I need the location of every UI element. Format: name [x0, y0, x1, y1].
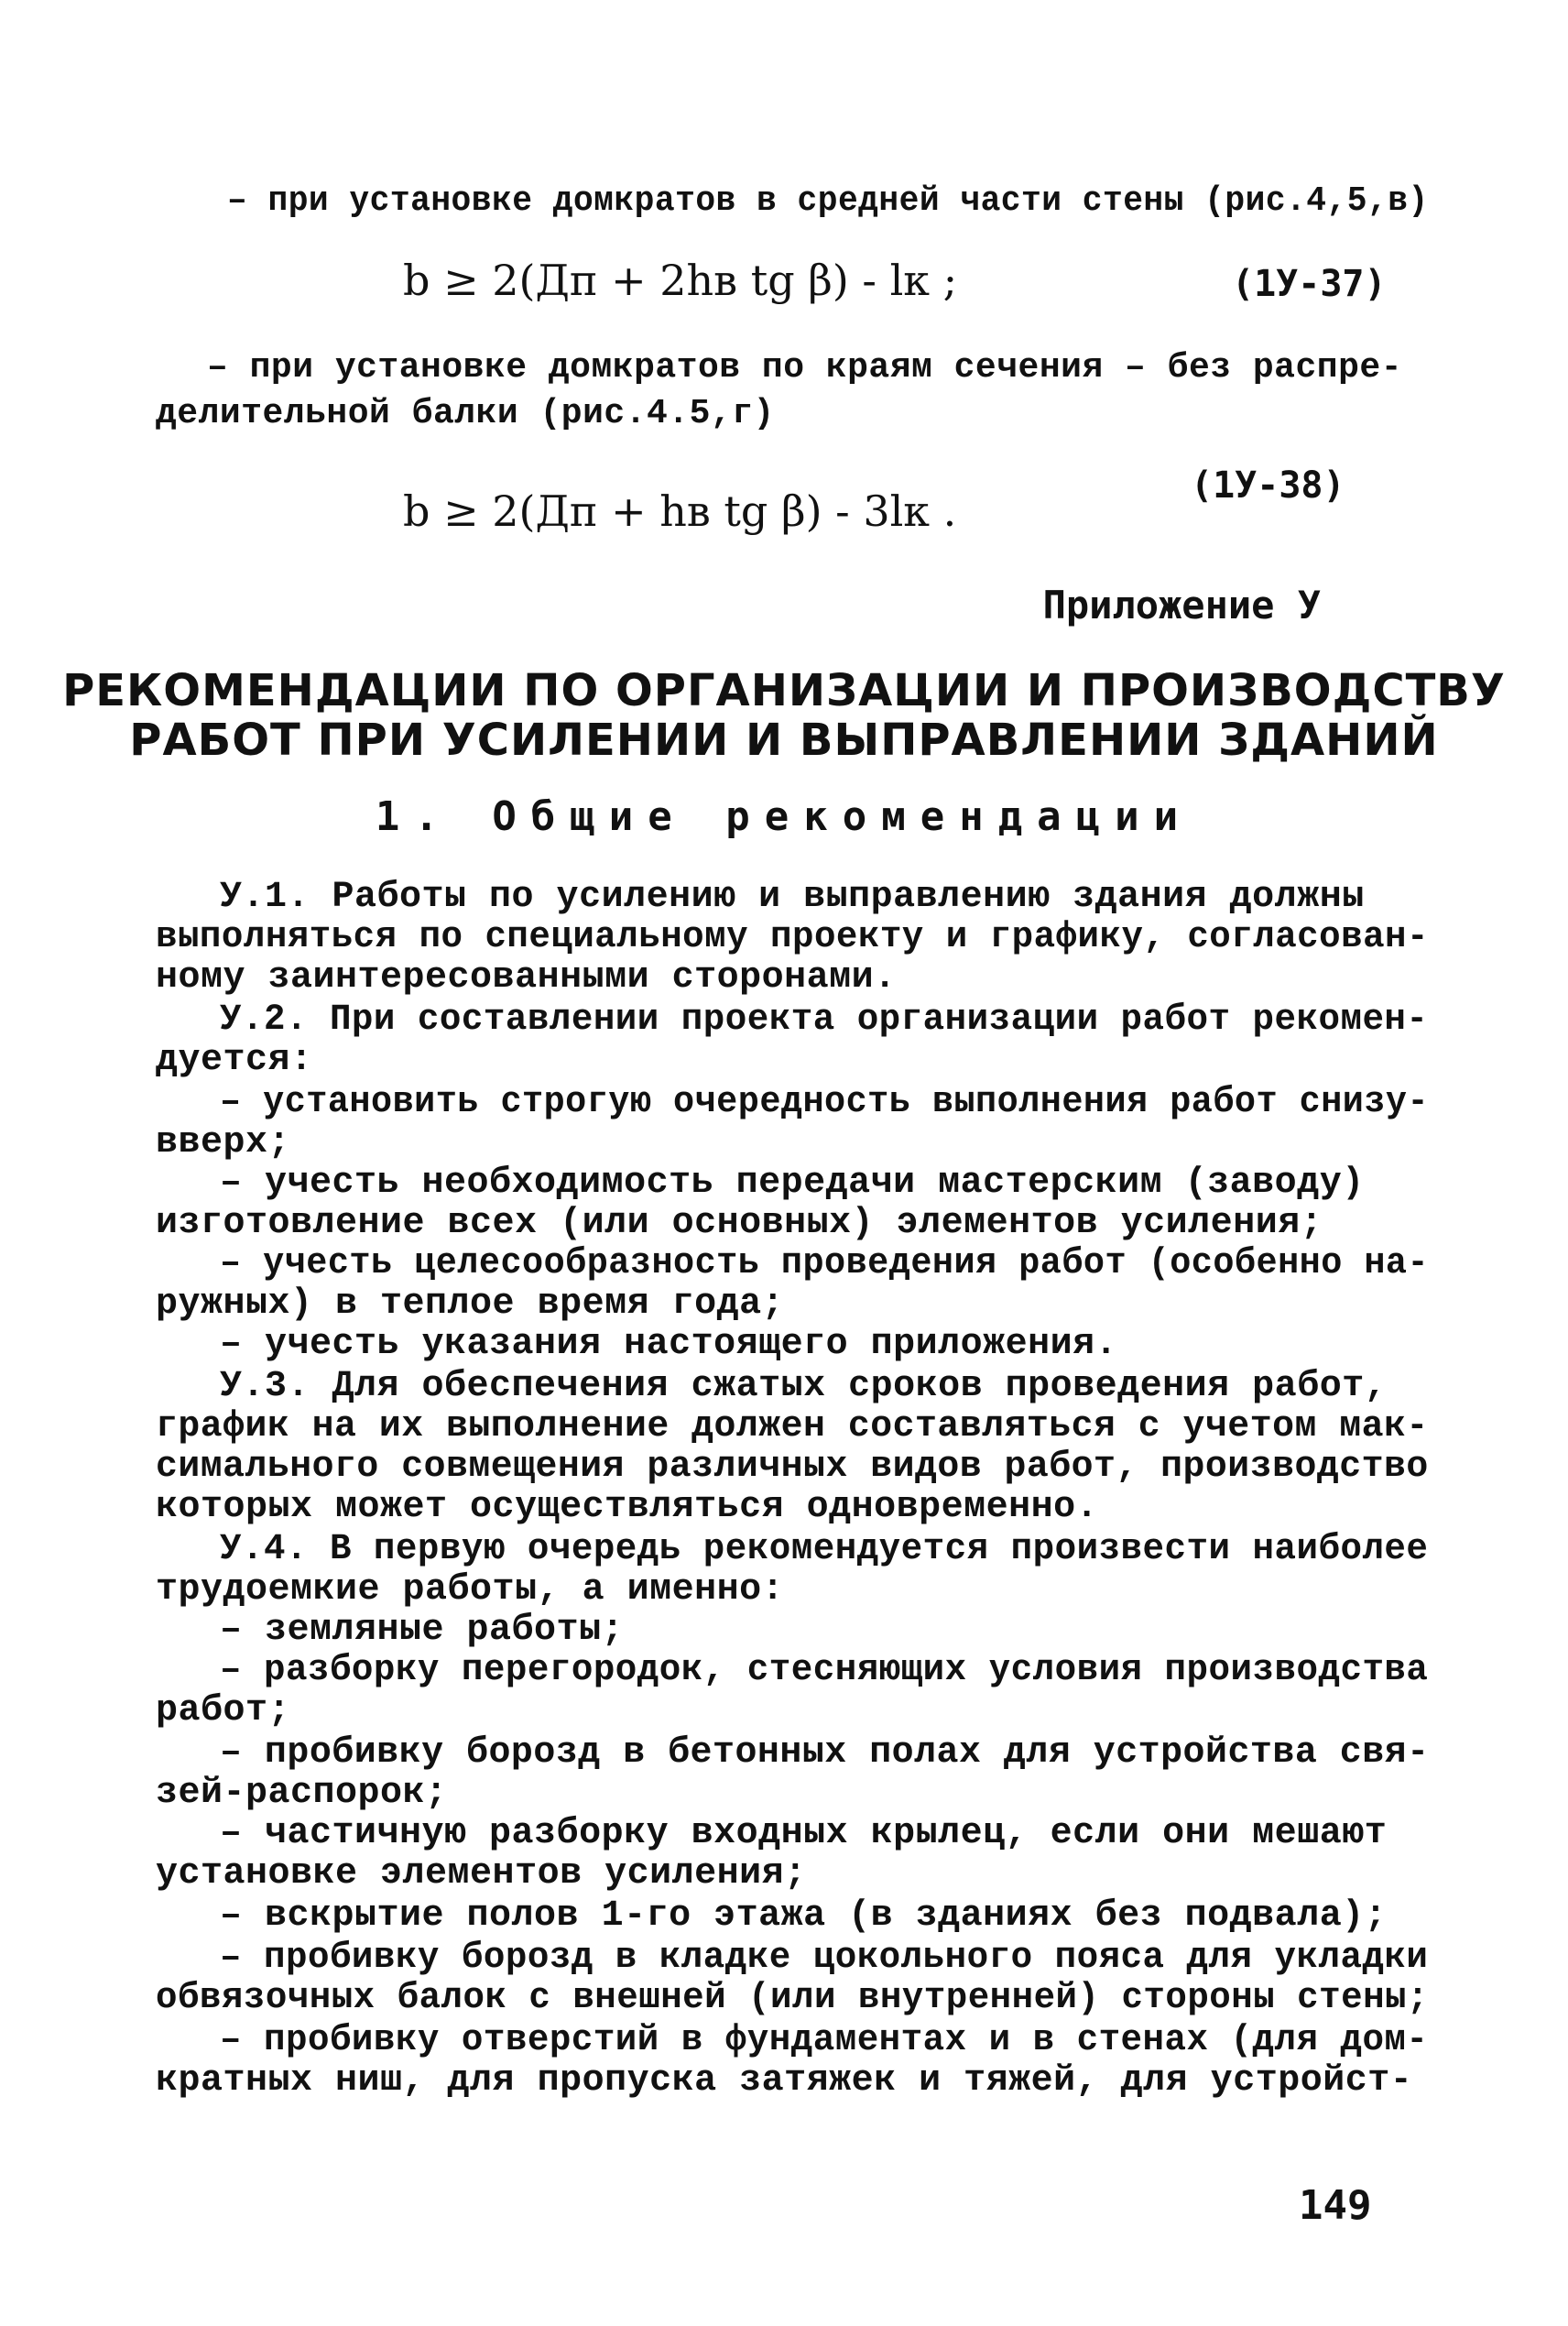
body-line: работ; — [156, 1690, 291, 1731]
body-line: – земляные работы; — [220, 1610, 625, 1651]
body-line: У.4. В первую очередь рекомендуется произвести наиболее — [220, 1529, 1429, 1570]
body-line: – частичную разборку входных крылец, если они мешают — [220, 1813, 1388, 1854]
equation-number-1: (1У-37) — [1232, 263, 1387, 305]
heading-line-1: РЕКОМЕНДАЦИИ ПО ОРГАНИЗАЦИИ И ПРОИЗВОДСТВУ — [62, 665, 1506, 716]
body-line: У.2. При составлении проекта организации работ рекомен- — [220, 999, 1429, 1041]
formula-2: b ≥ 2(Дп + hв tg β) - 3lк . — [403, 486, 957, 536]
body-line: обвязочных балок с внешней (или внутренней) стороны стены; — [156, 1978, 1429, 2019]
body-line: У.1. Работы по усилению и выправлению здания должны — [220, 877, 1365, 918]
body-line: – пробивку отверстий в фундаментах и в стенах (для дом- — [220, 2020, 1429, 2061]
body-line: выполняться по специальному проекту и графику, согласован- — [156, 917, 1429, 958]
body-line: – разборку перегородок, стесняющих условия производства — [220, 1650, 1429, 1691]
body-line: У.3. Для обеспечения сжатых сроков проведения работ, — [220, 1366, 1388, 1407]
body-line: установке элементов усиления; — [156, 1853, 807, 1895]
body-line: изготовление всех (или основных) элементов усиления; — [156, 1203, 1323, 1244]
body-line: – учесть необходимость передачи мастерским (заводу) — [220, 1163, 1365, 1204]
body-line: ружных) в теплое время года; — [156, 1283, 785, 1325]
appendix-label: Приложение У — [1042, 583, 1321, 628]
body-line: кратных ниш, для пропуска затяжек и тяжей, для устройст- — [156, 2060, 1413, 2102]
body-line: – установить строгую очередность выполнения работ снизу- — [220, 1082, 1430, 1123]
body-line: вверх; — [156, 1122, 291, 1163]
body-line: которых может осуществляться одновременно. — [156, 1487, 1099, 1528]
equation-number-2: (1У-38) — [1191, 464, 1345, 507]
section-subheading: 1. Общие рекомендации — [375, 793, 1193, 840]
heading-line-2: РАБОТ ПРИ УСИЛЕНИИ И ВЫПРАВЛЕНИИ ЗДАНИЙ — [129, 715, 1439, 766]
body-line: – вскрытие полов 1-го этажа (в зданиях без подвала); — [220, 1895, 1388, 1937]
body-line: зей-распорок; — [156, 1773, 448, 1814]
body-line: симального совмещения различных видов работ, производство — [156, 1447, 1429, 1488]
body-line: график на их выполнение должен составляться с учетом мак- — [156, 1406, 1429, 1447]
body-line: дуется: — [156, 1040, 313, 1081]
body-line: ному заинтересованными сторонами. — [156, 957, 897, 999]
intro-line-3: делительной балки (рис.4.5,г) — [156, 394, 775, 433]
page-number: 149 — [1299, 2182, 1372, 2229]
body-line: – пробивку борозд в бетонных полах для устройства свя- — [220, 1732, 1430, 1774]
body-line: трудоемкие работы, а именно: — [156, 1569, 785, 1611]
intro-line-1: – при установке домкратов в средней части стены (рис.4,5,в) — [227, 181, 1429, 221]
formula-1: b ≥ 2(Дп + 2hв tg β) - lк ; — [403, 256, 958, 305]
body-line: – учесть указания настоящего приложения. — [220, 1324, 1118, 1365]
body-line: – учесть целесообразность проведения работ (особенно на- — [220, 1243, 1430, 1284]
intro-line-2: – при установке домкратов по краям сечения – без распре- — [207, 348, 1403, 388]
body-line: – пробивку борозд в кладке цокольного пояса для укладки — [220, 1938, 1429, 1979]
